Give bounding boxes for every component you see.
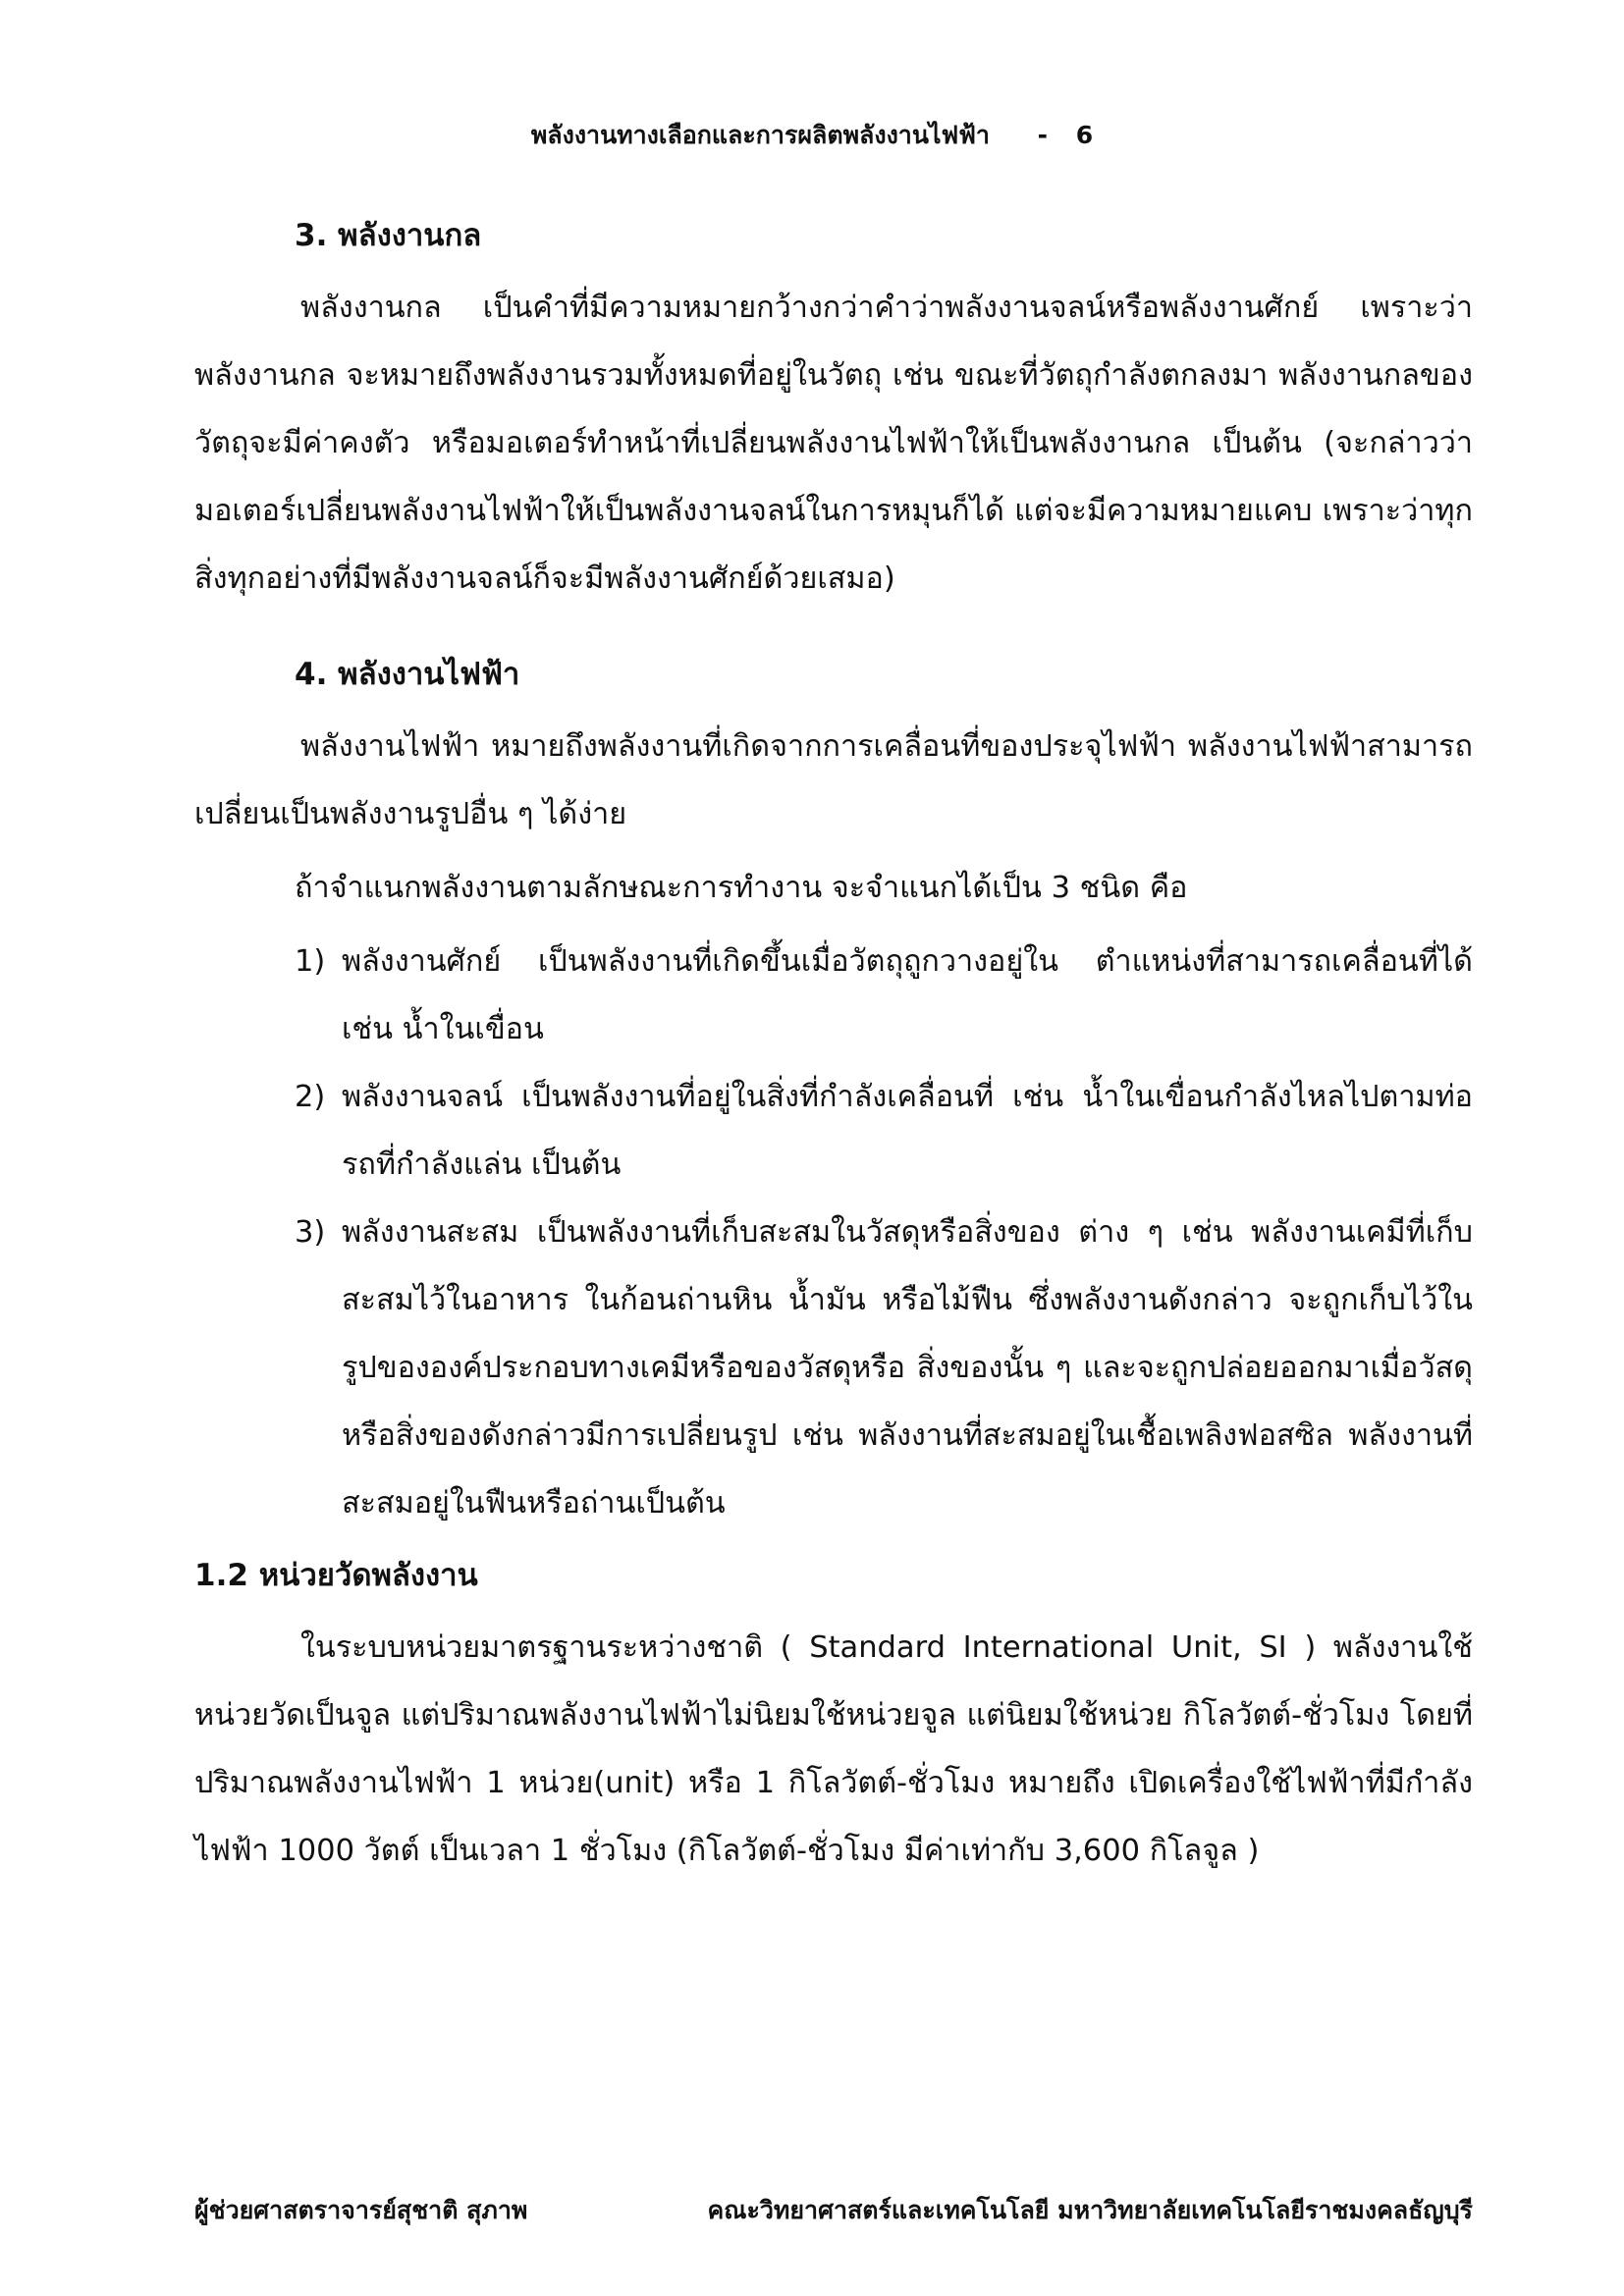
paragraph-electrical-energy: พลังงานไฟฟ้า หมายถึงพลังงานที่เกิดจากการเคลื่อนที่ของประจุไฟฟ้า พลังงานไฟฟ้าสามารถเปลี่ยนเป็นพลังงานรูปอื่น ๆ ได้ง่าย [194, 729, 1473, 831]
footer-author: ผู้ช่วยศาสตราจารย์สุชาติ สุภาพ [194, 2196, 528, 2224]
page-header [0, 116, 1624, 155]
list-item-number: 3) [295, 1215, 326, 1250]
list-item [194, 1063, 1473, 1199]
paragraph-energy-classification: ถ้าจำแนกพลังงานตามลักษณะการทำงาน จะจำแนกได้เป็น 3 ชนิด คือ [295, 871, 1188, 905]
page-number: 6 [1075, 121, 1094, 149]
list-item-text: พลังงานศักย์ เป็นพลังงานที่เกิดขึ้นเมื่อวัตถุถูกวางอยู่ใน ตำแหน่งที่สามารถเคลื่อนที่ได้ เช่น น้ำในเขื่อน [342, 944, 1473, 1046]
header-title: พลังงานทางเลือกและการผลิตพลังงานไฟฟ้า [530, 121, 990, 149]
list-item-text: พลังงานจลน์ เป็นพลังงานที่อยู่ในสิ่งที่กำลังเคลื่อนที่ เช่น น้ำในเขื่อนกำลังไหลไปตามท่อ รถที่กำลังแล่น เป็นต้น [342, 1080, 1473, 1182]
section-heading-electrical-energy: 4. พลังงานไฟฟ้า [295, 657, 520, 692]
section-heading-energy-units: 1.2 หน่วยวัดพลังงาน [194, 1558, 478, 1593]
paragraph-mechanical-energy: พลังงานกล เป็นคำที่มีความหมายกว้างกว่าคำว่าพลังงานจลน์หรือพลังงานศักย์ เพราะว่าพลังงานกล จะหมายถึงพลังงานรวมทั้งหมดที่อยู่ในวัตถุ เช่น ขณะที่วัตถุกำลังตกลงมา พลังงานกลของวัตถุจะมีค่าคงตัว หรือมอเตอร์ทำหน้าที่เปลี่ยนพลังงานไฟฟ้าให้เป็นพลังงานกล เป็นต้น (จะกล่าวว่ามอเตอร์เปลี่ยนพลังงานไฟฟ้าให้เป็นพลังงานจลน์ในการหมุนก็ได้ แต่จะมีความหมายแคบ เพราะว่าทุกสิ่งทุกอย่างที่มีพลังงานจลน์ก็จะมีพลังงานศักย์ด้วยเสมอ) [194, 291, 1473, 596]
list-item [194, 928, 1473, 1063]
section-heading-mechanical-energy: 3. พลังงานกล [295, 218, 482, 253]
page-content [194, 201, 1473, 1891]
list-item-text: พลังงานสะสม เป็นพลังงานที่เก็บสะสมในวัสดุหรือสิ่งของ ต่าง ๆ เช่น พลังงานเคมีที่เก็บสะสมไว้ในอาหาร ในก้อนถ่านหิน น้ำมัน หรือไม้ฟืน ซึ่งพลังงานดังกล่าว จะถูกเก็บไว้ในรูปขององค์ประกอบทางเคมีหรือของวัสดุหรือ สิ่งของนั้น ๆ และจะถูกปล่อยออกมาเมื่อวัสดุหรือสิ่งของดังกล่าวมีการเปลี่ยนรูป เช่น พลังงานที่สะสมอยู่ในเชื้อเพลิงฟอสซิล พลังงานที่สะสมอยู่ในฟืนหรือถ่านเป็นต้น [342, 1215, 1473, 1521]
footer-institution: คณะวิทยาศาสตร์และเทคโนโลยี มหาวิทยาลัยเทคโนโลยีราชมงคลธัญบุรี [707, 2196, 1473, 2224]
header-separator: - [1037, 121, 1049, 149]
list-item-number: 1) [295, 944, 326, 979]
energy-type-list [194, 928, 1473, 1537]
list-item-number: 2) [295, 1080, 326, 1114]
paragraph-energy-units: ในระบบหน่วยมาตรฐานระหว่างชาติ ( Standard International Unit, SI ) พลังงานใช้หน่วยวัดเป็นจูล แต่ปริมาณพลังงานไฟฟ้าไม่นิยมใช้หน่วยจูล แต่นิยมใช้หน่วย กิโลวัตต์-ชั่วโมง โดยที่ปริมาณพลังงานไฟฟ้า 1 หน่วย(unit) หรือ 1 กิโลวัตต์-ชั่วโมง หมายถึง เปิดเครื่องใช้ไฟฟ้าที่มีกำลังไฟฟ้า 1000 วัตต์ เป็นเวลา 1 ชั่วโมง (กิโลวัตต์-ชั่วโมง มีค่าเท่ากับ 3,600 กิโลจูล ) [194, 1630, 1473, 1868]
list-item [194, 1199, 1473, 1537]
